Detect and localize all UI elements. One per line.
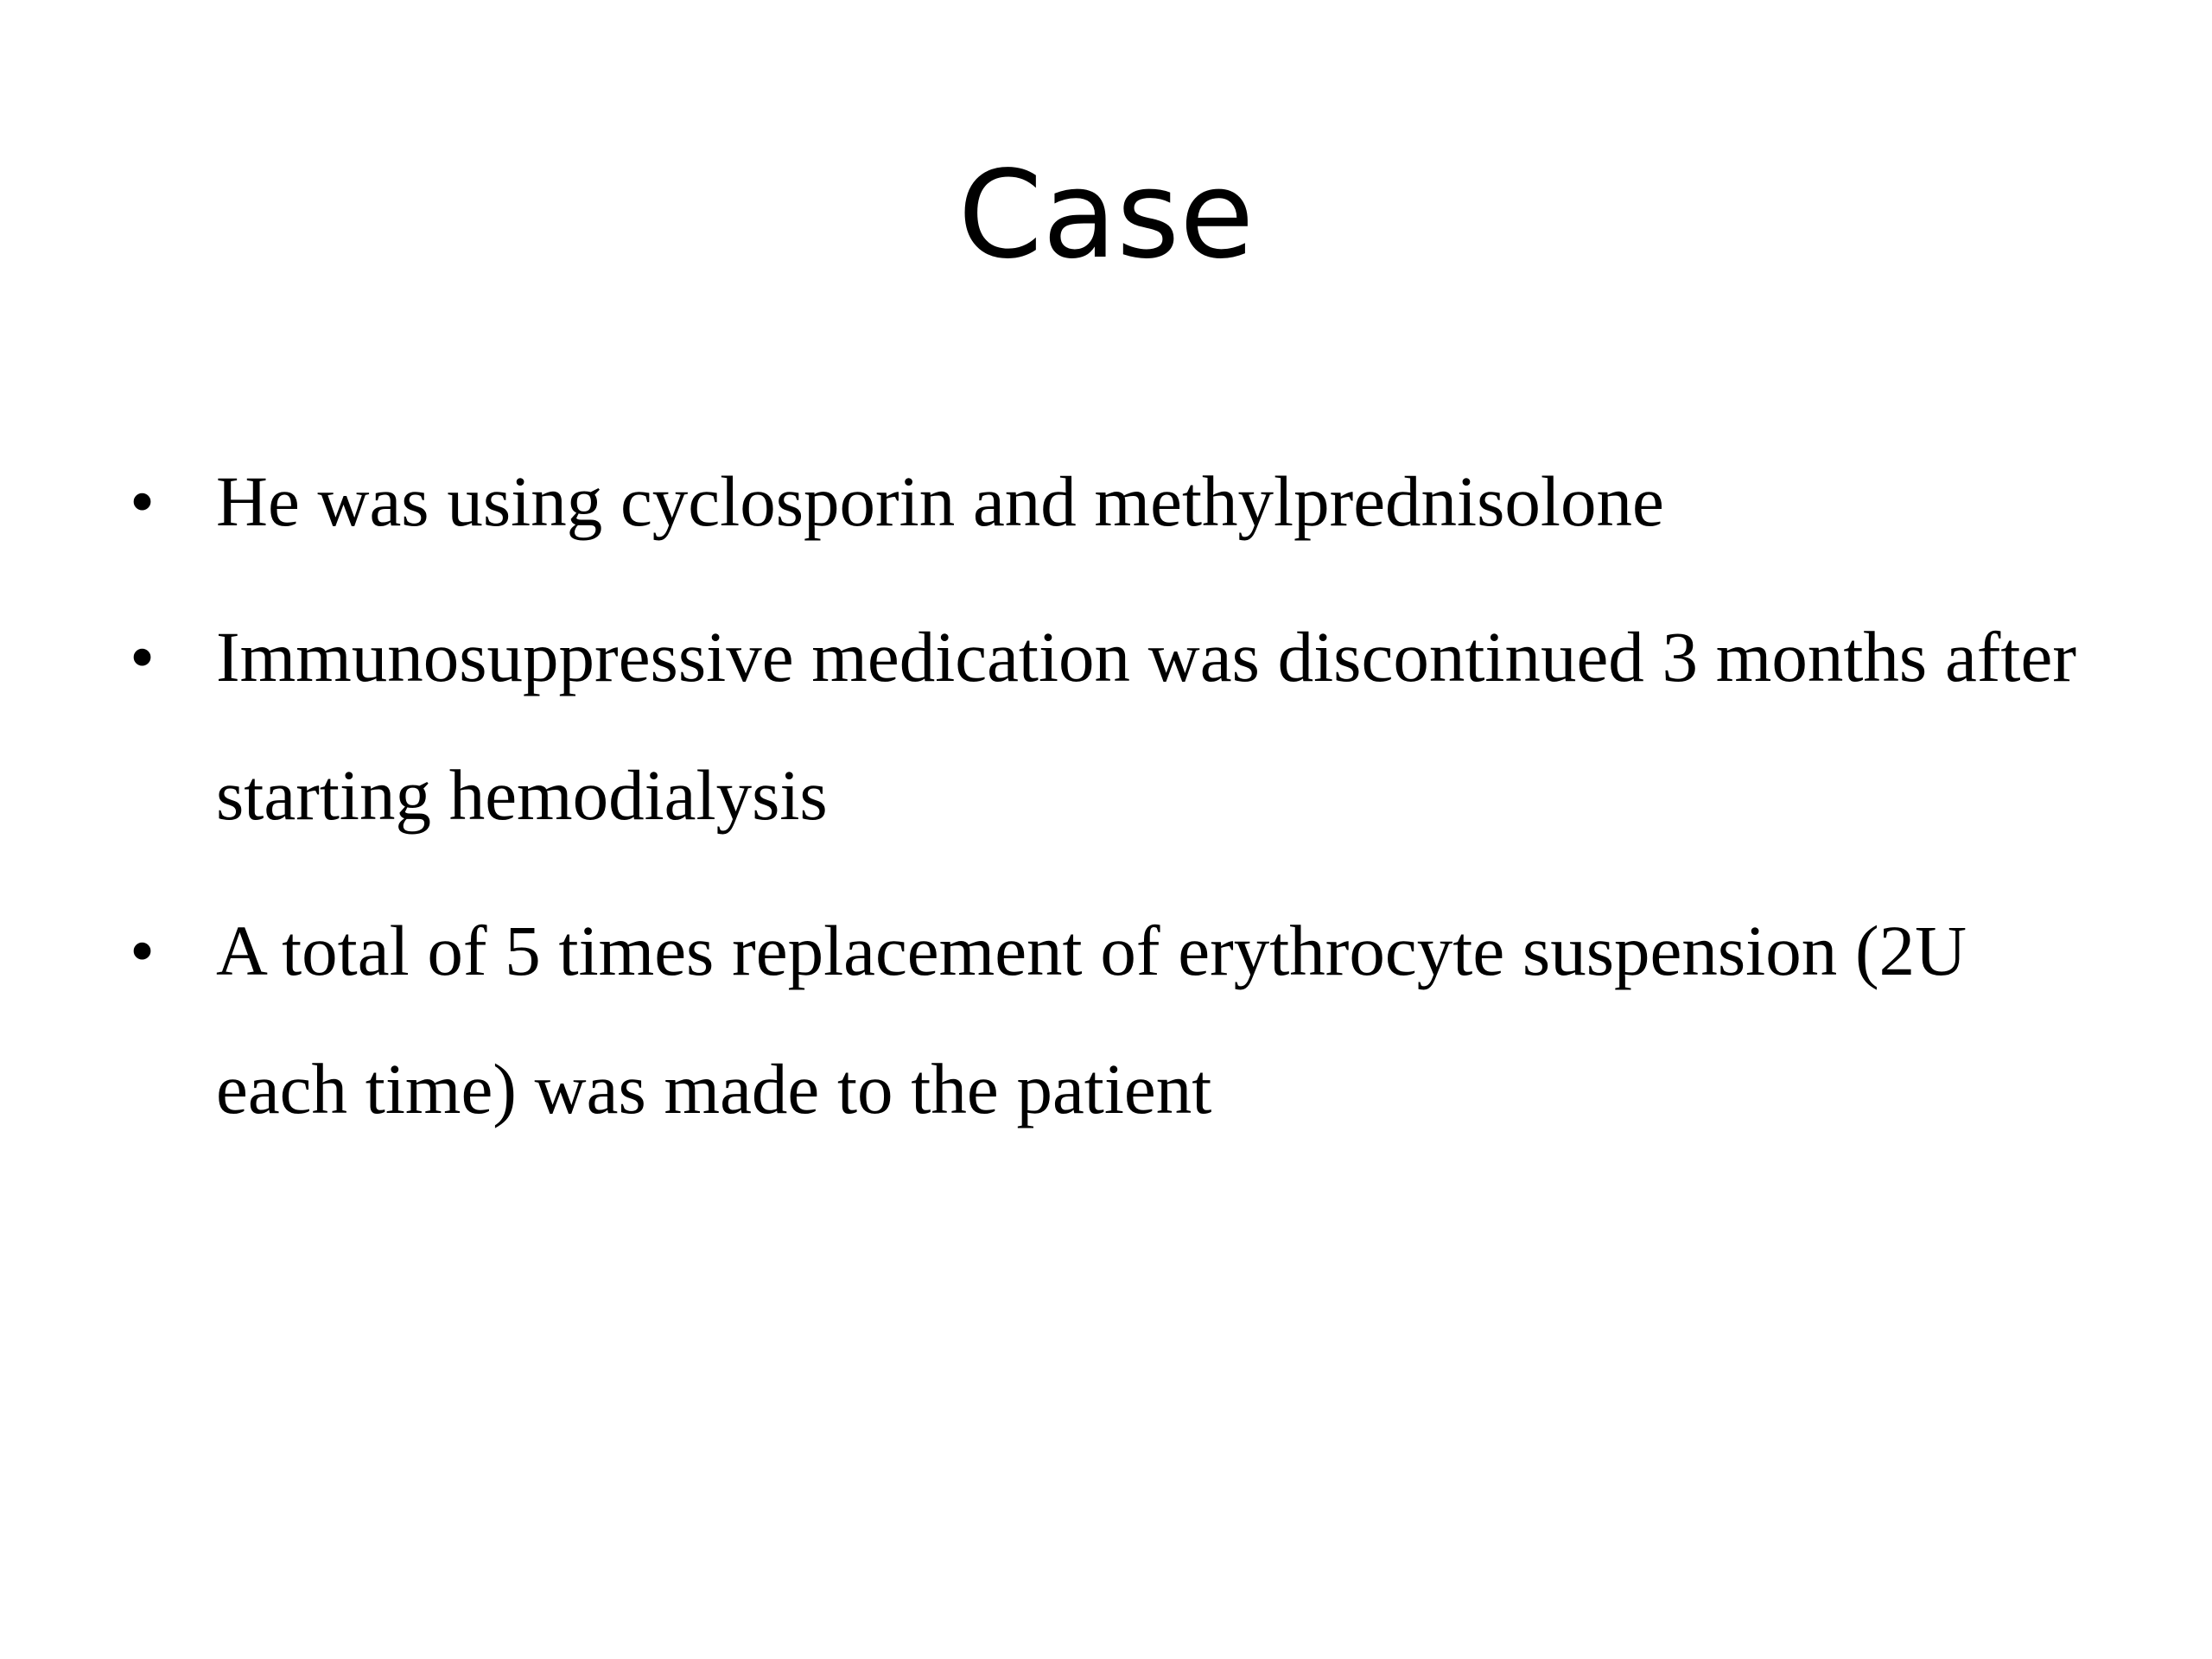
bullet-item-3 (130, 881, 2082, 1158)
bullet-text: He was using cyclosporin and methylprednisolone (216, 461, 1664, 541)
bullet-dot-icon: • (130, 911, 156, 990)
bullet-list (130, 432, 2082, 1175)
bullet-item-2 (130, 588, 2082, 864)
bullet-item-1 (130, 432, 2082, 570)
slide-title: Case (957, 145, 1255, 286)
bullet-dot-icon: • (130, 461, 156, 541)
bullet-text: Immunosuppressive medication was discontinued 3 months after starting hemodialysis (216, 617, 2076, 835)
bullet-dot-icon: • (130, 617, 156, 696)
bullet-text: A total of 5 times replacement of erythrocyte suspension (2U each time) was made to the patient (216, 911, 1967, 1128)
